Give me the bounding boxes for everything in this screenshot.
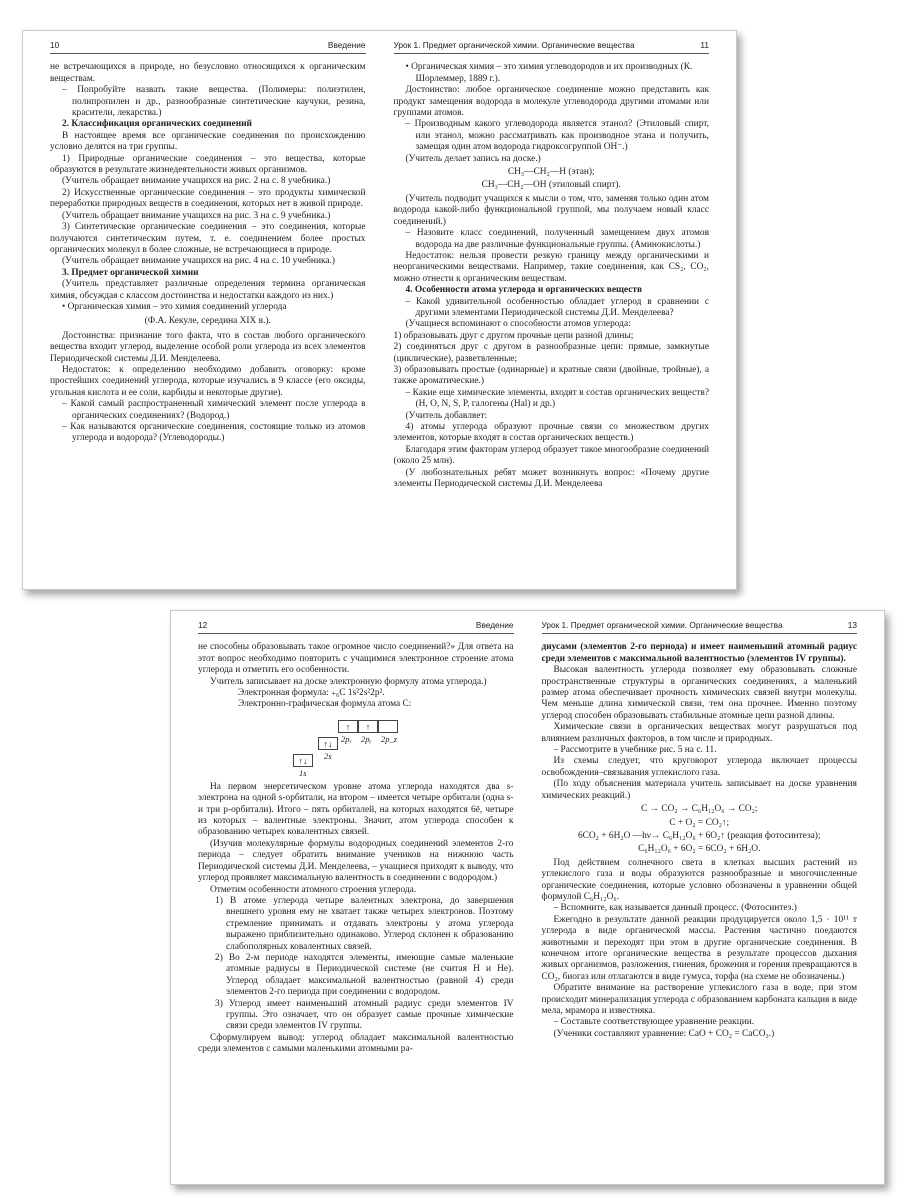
text-paragraph: – Какой удивительной особенностью обладает углерод в сравнении с другими элементами Периодической системы Д.И. Менделеева?: [405, 296, 709, 318]
text-paragraph: (Ученики составляют уравнение: CaO + CO₂ = CaCO₃.): [553, 1028, 775, 1039]
text-paragraph: (По ходу объяснения материала учитель записывает на доске уравнения химических реакций.): [541, 779, 857, 801]
book-spread-2: [170, 610, 885, 1185]
orbital-diagram: [198, 714, 514, 778]
text-paragraph: Отметим особенности атомного строения углерода.: [210, 884, 417, 895]
text-paragraph: Сформулируем вывод: углерод обладает максимальной валентностью среди элементов с самыми маленькими атомными ра-: [198, 1032, 514, 1055]
chemical-equation: CH₃—CH₂—OH (этиловый спирт).: [481, 180, 621, 191]
text-paragraph: (Ф.А. Кекуле, середина XIX в.).: [144, 316, 271, 327]
chemical-equation: C → CO₂ → C₆H₁₂O₆ → CO₂;: [641, 804, 758, 815]
text-paragraph: 2) соединяться друг с другом в разнообразные цепи: прямые, замкнутые (циклические), разветвленные;: [393, 342, 709, 364]
text-paragraph: Недостаток: к определению необходимо добавить оговорку: кроме простейших соединений углерода, которые изучались в 9 классе (его оксиды, угольная кислота и ее соли, карбиды и некоторые другие).: [50, 364, 366, 398]
text-paragraph: Под действием солнечного света в клетках высших растений из углекислого газа и воды образуются разнообразные и многочисленные органические соединения, которые условно обозначены в уравнении общей формулой C₆H₁₂O₆.: [541, 857, 857, 902]
orbital-cell-2s: ↑↓: [318, 737, 338, 750]
text-paragraph: (Учитель обращает внимание учащихся на рис. 2 на с. 8 учебника.): [62, 176, 331, 187]
text-paragraph: не встречающихся в природе, но безусловно относящихся к органическим веществам.: [50, 62, 366, 84]
text-paragraph: 2) Во 2-м периоде находятся элементы, имеющие самые маленькие атомные радиусы в Периодической системе (не считая H и He). Углерод обладает максимальной валентностью (равной 4) среди элементов 2-го периода при соединении с водородом.: [215, 952, 514, 998]
text-paragraph: 4) атомы углерода образуют прочные связи со множеством других элементов, которые входят в состав органических веществ.): [393, 422, 709, 444]
text-paragraph: • Органическая химия – это химия углеводородов и их производных (К. Шорлеммер, 1889 г.).: [405, 62, 693, 84]
text-paragraph: 1) образовывать друг с другом прочные цепи разной длины;: [393, 330, 634, 341]
text-paragraph: Учитель записывает на доске электронную формулу атома углерода.): [210, 676, 487, 687]
page-10: [23, 31, 380, 589]
text-paragraph: Достоинство: любое органическое соединение можно представить как продукт замещения водорода в молекуле углеводорода другими атомами или группами атомов.: [393, 85, 709, 119]
text-paragraph: Ежегодно в результате данной реакции продуцируется около 1,5 · 10¹¹ т углерода в виде органической массы. Растения частично поедаются животными и переходят при этом в другие органические соединения. В конечном итоге органические вещества в результате процессов дыхания живых организмов, разложения, гниения, брожения и горения превращаются в CO₂, биогаз или отлагаются в виде гумуса, торфа (на схеме не обозначены.): [541, 914, 857, 982]
running-title: Введение: [475, 620, 514, 630]
page-body-top: [198, 642, 514, 710]
orbital-cell-1s: ↑↓: [293, 754, 313, 767]
text-paragraph: Высокая валентность углерода позволяет ему образовывать сложные пространственные структуры в органических соединениях, а маленький размер атома обеспечивает прочность химических связей внутри молекулы. Чем меньше длина химической связи, тем она прочнее. Именно поэтому углерод способен образовывать стабильные атомные цепи разной длины.: [541, 665, 857, 721]
running-title: Урок 1. Предмет органической химии. Органические вещества: [541, 620, 783, 630]
page-body: [50, 62, 366, 444]
text-paragraph: 1) В атоме углерода четыре валентных электрона, до завершения внешнего уровня ему не хватает также четырех электронов. Поэтому стремление принимать и отдавать электроны у атома углерода выражено приблизительно одинаково. Углерод склонен к образованию слабополярных ковалентных связей.: [215, 895, 514, 952]
text-paragraph: В настоящее время все органические соединения по происхождению условно делятся на три группы.: [50, 130, 366, 153]
orbital-cell-2pz: [378, 720, 398, 733]
section-heading: 3. Предмет органической химии: [62, 267, 199, 278]
chemical-equation: C + O₂ = CO₂↑;: [669, 817, 730, 828]
page-11: [380, 31, 737, 589]
running-title: Урок 1. Предмет органической химии. Органические вещества: [393, 40, 635, 50]
text-paragraph: • Органическая химия – это химия соединений углерода: [62, 301, 287, 312]
text-paragraph: – Составьте соответствующее уравнение реакции.: [553, 1017, 755, 1028]
running-header: [542, 620, 858, 634]
text-paragraph: Химические связи в органических веществах могут разрушаться под влиянием различных факторов, в том числе и природных.: [541, 722, 857, 744]
running-header: [394, 40, 710, 54]
text-paragraph: Электронная формула: ₊₆C 1s²2s²2p².: [238, 688, 385, 699]
page-13: [528, 611, 885, 1184]
running-header: [50, 40, 366, 54]
text-paragraph: (Учитель представляет различные определения термина органическая химия, обсуждая с классом достоинства и недостатки каждого из них.): [50, 279, 366, 301]
book-spread-1: [22, 30, 737, 590]
text-paragraph: – Вспомните, как называется данный процесс. (Фотосинтез.): [553, 903, 797, 914]
page-number: 11: [700, 40, 709, 50]
text-paragraph: На первом энергетическом уровне атома углерода находятся два s-электрона на одной s-орбитали, на втором – имеется четыре орбитали (одна s- и три p-орбитали). Итого – пять орбиталей, на которых находятся 6ē, четыре из которых – валентные электроны. Значит, атом углерода способен к образованию четырех ковалентных связей.: [198, 781, 514, 838]
text-paragraph: не способны образовывать такое огромное число соединений?» Для ответа на этот вопрос необходимо повторить с учащимися электронное строение атома углерода и отметить его особенности.: [198, 642, 514, 676]
text-paragraph: (Учитель подводит учащихся к мысли о том, что, заменяя только один атом водорода какой-либо функциональной группой, мы получаем новый класс соединений.): [393, 193, 709, 227]
text-paragraph: (Изучив молекулярные формулы водородных соединений элементов 2-го периода – следует обратить внимание учеников на нижнюю часть Периодической системы Д.И. Менделеева, – учащиеся приходят к выводу, что углерод проявляет максимальную валентность в соединении с водородом.): [198, 838, 514, 884]
text-paragraph: диусами (элементов 2-го периода) и имеет наименьший атомный радиус среди элементов с максимальной валентностью (элементов IV группы).: [541, 642, 857, 664]
text-paragraph: 3) образовывать простые (одинарные) и кратные связи (двойные, тройные), а также ароматические.): [393, 364, 709, 387]
text-paragraph: 3) Углерод имеет наименьший атомный радиус среди элементов IV группы. Это означает, что он образует самые прочные химические связи среди элементов IV группы.: [215, 998, 514, 1032]
page-body: [542, 642, 858, 1040]
chemical-equation: CH₃—CH₂—H (этан);: [507, 167, 595, 178]
text-paragraph: – Какие еще химические элементы, входят в состав органических веществ? (H, O, N, S, P, галогены (Hal) и др.): [405, 387, 709, 410]
text-paragraph: (Учитель обращает внимание учащихся на рис. 3 на с. 9 учебника.): [62, 210, 331, 221]
text-paragraph: Недостаток: нельзя провести резкую границу между органическими и неорганическими веществами. Например, такие соединения, как CS₂, CO₂, можно отнести к органическим веществам.: [393, 250, 709, 284]
page-number: 12: [198, 620, 208, 630]
chemical-equation: C₆H₁₂O₆ + 6O₂ = 6CO₂ + 6H₂O.: [638, 844, 761, 855]
running-header: [198, 620, 514, 634]
text-paragraph: Достоинства: признание того факта, что в состав любого органического вещества входит углерод, выделение особой роли углерода из всех элементов Периодической системы Д.И. Менделеева.: [50, 330, 366, 364]
chemical-equation: 6CO₂ + 6H₂O —hν→ C₆H₁₂O₆ + 6O₂↑ (реакция фотосинтеза);: [577, 830, 821, 841]
section-heading: 2. Классификация органических соединений: [62, 119, 252, 130]
text-paragraph: – Какой самый распространенный химический элемент после углерода в органических соединениях? (Водород.): [62, 399, 366, 421]
orbital-label-1s: 1s: [299, 767, 307, 778]
orbital-cell-2px: ↑: [338, 720, 358, 733]
page-body: [394, 62, 710, 490]
text-paragraph: 1) Природные органические соединения – это вещества, которые образуются в результате жизнедеятельности живых организмов.: [50, 153, 366, 176]
text-paragraph: – Назовите класс соединений, полученный замещением двух атомов водорода на две различные функциональные группы. (Аминокислоты.): [405, 228, 709, 250]
orbital-label-2s: 2s: [324, 750, 332, 761]
page-body-bottom: [198, 782, 514, 1056]
text-paragraph: 2) Искусственные органические соединения – это продукты химической переработки природных веществ в соединения, которых нет в живой природе.: [50, 187, 366, 210]
running-title: Введение: [327, 40, 366, 50]
page-number: 10: [50, 40, 60, 50]
orbital-label-2pz: 2p_z: [381, 733, 398, 744]
text-paragraph: Обратите внимание на растворение углекислого газа в воде, при этом происходит минерализация углерода с образованием карбоната кальция в виде мела, мрамора и известняка.: [541, 983, 857, 1016]
orbital-label-2py: 2pᵧ: [361, 733, 372, 744]
text-paragraph: – Производным какого углеводорода является этанол? (Этиловый спирт, или этанол, можно рассматривать как производное этана и получить, замещая один атом водорода гидроксогруппой OH⁻.): [405, 119, 709, 153]
text-paragraph: (Учитель обращает внимание учащихся на рис. 4 на с. 10 учебника.): [62, 256, 336, 267]
page-12: [171, 611, 528, 1184]
text-paragraph: (Учащиеся вспоминают о способности атомов углерода:: [405, 319, 631, 330]
orbital-label-2px: 2pₓ: [341, 733, 352, 744]
section-heading: 4. Особенности атома углерода и органических веществ: [405, 285, 643, 296]
orbital-cell-2py: ↑: [358, 720, 378, 733]
text-paragraph: Электронно-графическая формула атома C:: [238, 699, 412, 710]
text-paragraph: Из схемы следует, что круговорот углерода включает процессы освобождения–связывания углекислого газа.: [541, 756, 857, 778]
text-paragraph: (Учитель делает запись на доске.): [405, 153, 541, 164]
text-paragraph: (У любознательных ребят может возникнуть вопрос: «Почему другие элементы Периодической системы Д.И. Менделеева: [393, 467, 709, 490]
text-paragraph: – Попробуйте назвать такие вещества. (Полимеры: полиэтилен, полипропилен и др., разнообразные синтетические каучуки, резина, красители, лекарства.): [62, 85, 366, 119]
text-paragraph: Благодаря этим факторам углерод образует такое многообразие соединений (около 25 млн).: [393, 444, 709, 467]
text-paragraph: – Как называются органические соединения, состоящие только из атомов углерода и водорода? (Углеводороды.): [62, 422, 366, 444]
text-paragraph: (Учитель добавляет:: [405, 410, 488, 421]
text-paragraph: – Рассмотрите в учебнике рис. 5 на с. 11.: [553, 745, 717, 756]
text-paragraph: 3) Синтетические органические соединения – это соединения, которые получаются синтетическим путем, т. е. соединением более простых органических молекул в более сложные, не встречающиеся в природе.: [50, 222, 366, 255]
page-number: 13: [847, 620, 857, 630]
